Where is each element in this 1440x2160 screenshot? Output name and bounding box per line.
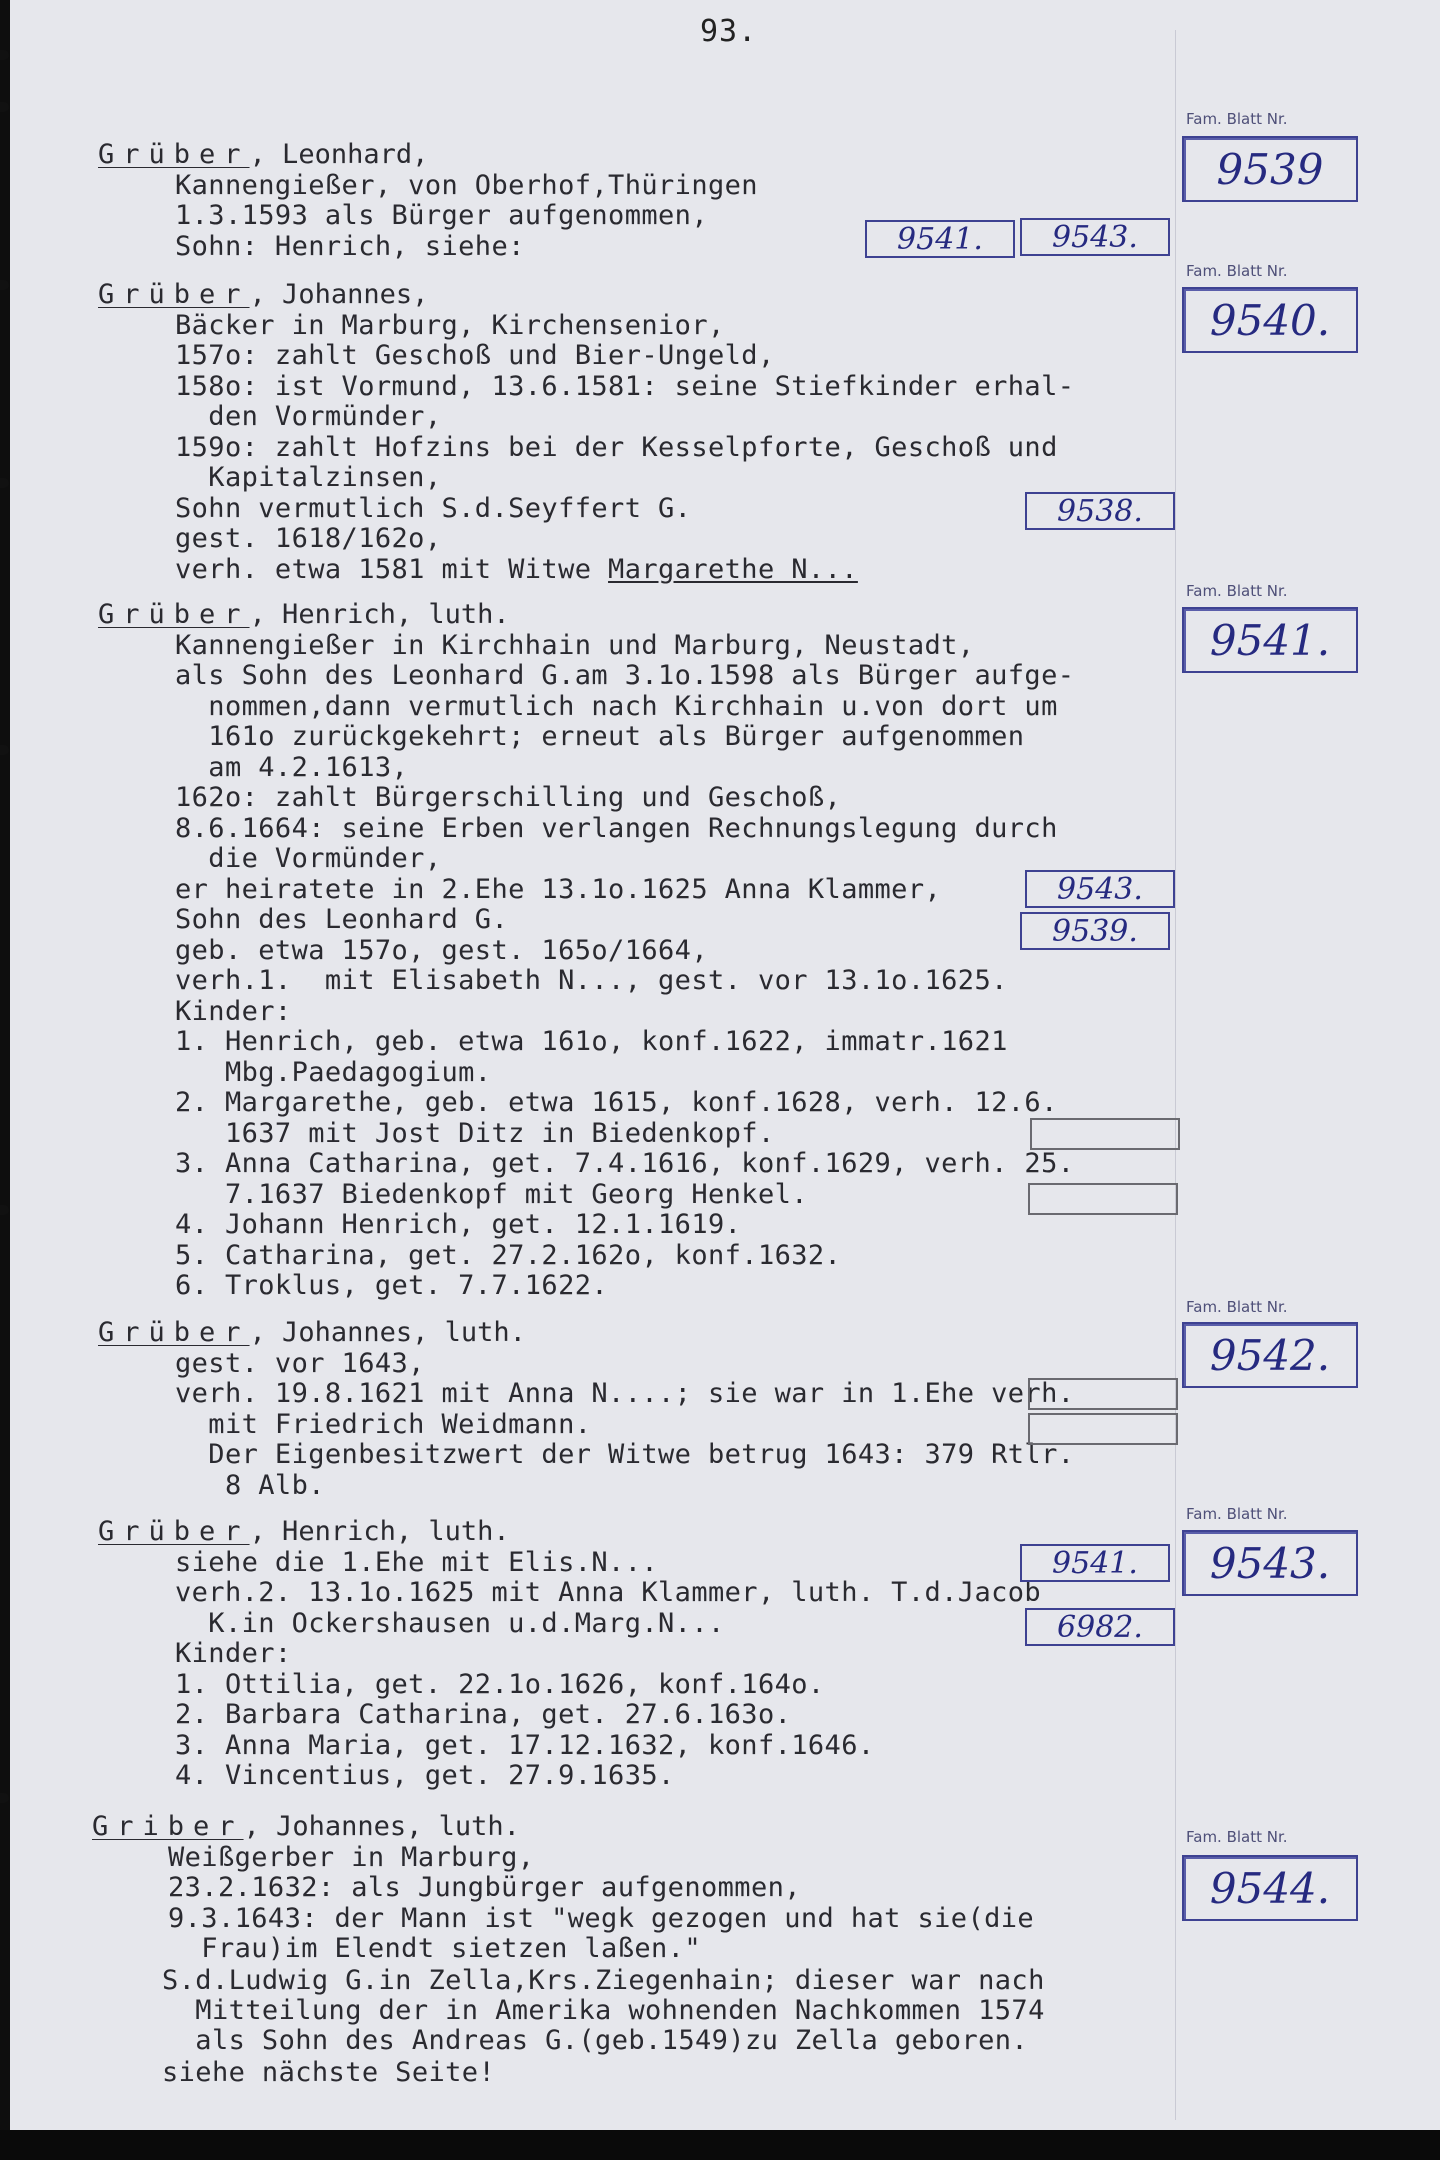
entry-heading <box>98 1318 526 1348</box>
cross-reference: 9538. <box>1025 492 1175 530</box>
entry-line: 4. Johann Henrich, get. 12.1.1619. <box>175 1209 742 1240</box>
empty-reference-box <box>1030 1118 1180 1150</box>
entry-line: 2. Margarethe, geb. etwa 1615, konf.1628, verh. 12.6. <box>175 1087 1058 1118</box>
surname: Grüber <box>98 1317 250 1348</box>
entry-line: 8 Alb. <box>175 1470 325 1501</box>
entry-line: 6. Troklus, get. 7.7.1622. <box>175 1270 609 1301</box>
entry-line: Bäcker in Marburg, Kirchensenior, <box>175 310 725 341</box>
given-name: , Johannes, luth. <box>249 1317 526 1348</box>
entry-line: Kinder: <box>175 996 292 1027</box>
spouse-name: Margarethe N... <box>608 554 858 585</box>
cross-reference: 9539. <box>1020 912 1170 950</box>
fam-blatt-label: Fam. Blatt Nr. <box>1186 1828 1288 1846</box>
entry-line: 1. Henrich, geb. etwa 161o, konf.1622, immatr.1621 <box>175 1026 1008 1057</box>
punch-hole <box>0 478 9 488</box>
entry-line: 161o zurückgekehrt; erneut als Bürger aufgenommen <box>175 721 1025 752</box>
surname: Grüber <box>98 1516 250 1547</box>
entry-line: siehe nächste Seite! <box>162 2057 496 2088</box>
entry-line: am 4.2.1613, <box>175 752 409 783</box>
given-name: , Johannes, luth. <box>243 1811 520 1842</box>
margin-rule <box>1175 30 1176 2120</box>
entry-line: Sohn des Leonhard G. <box>175 904 509 935</box>
entry-line: als Sohn des Andreas G.(geb.1549)zu Zella geboren. <box>162 2025 1029 2056</box>
surname: Grüber <box>98 599 250 630</box>
scan-border <box>0 2130 1440 2160</box>
punch-hole <box>0 1205 9 1215</box>
entry-heading <box>98 1517 510 1547</box>
entry-line: geb. etwa 157o, gest. 165o/1664, <box>175 935 708 966</box>
entry-line: verh. 19.8.1621 mit Anna N....; sie war in 1.Ehe verh. <box>175 1378 1075 1409</box>
surname: Grüber <box>98 279 250 310</box>
entry-line: Frau)im Elendt sietzen laßen." <box>168 1933 701 1964</box>
entry-line: 9.3.1643: der Mann ist "wegk gezogen und hat sie(die <box>168 1903 1035 1934</box>
given-name: , Henrich, luth. <box>249 599 510 630</box>
entry-line: 4. Vincentius, get. 27.9.1635. <box>175 1760 675 1791</box>
page-number: 93. <box>700 14 758 49</box>
entry-line: K.in Ockershausen u.d.Marg.N... <box>175 1608 725 1639</box>
surname: Grüber <box>98 139 250 170</box>
entry-line: er heiratete in 2.Ehe 13.1o.1625 Anna Klammer, <box>175 874 942 905</box>
entry-line: Der Eigenbesitzwert der Witwe betrug 1643: 379 Rtlr. <box>175 1439 1075 1470</box>
entry-line: 7.1637 Biedenkopf mit Georg Henkel. <box>175 1179 808 1210</box>
entry-line: Kapitalzinsen, <box>175 462 442 493</box>
empty-reference-box <box>1028 1183 1178 1215</box>
entry-line: Mitteilung der in Amerika wohnenden Nachkommen 1574 <box>162 1995 1045 2026</box>
entry-line: nommen,dann vermutlich nach Kirchhain u.von dort um <box>175 691 1058 722</box>
given-name: , Leonhard, <box>249 139 429 170</box>
entry-heading <box>98 600 510 630</box>
punch-hole <box>0 280 9 290</box>
punch-hole <box>0 745 9 755</box>
entry-line: 5. Catharina, get. 27.2.162o, konf.1632. <box>175 1240 842 1271</box>
fam-blatt-number: 9543. <box>1182 1530 1358 1596</box>
punch-hole <box>0 102 9 112</box>
entry-line: 1.3.1593 als Bürger aufgenommen, <box>175 200 708 231</box>
cross-reference: 9541. <box>1020 1544 1170 1582</box>
fam-blatt-number: 9544. <box>1182 1855 1358 1921</box>
entry-line: Weißgerber in Marburg, <box>168 1842 535 1873</box>
entry-line: 1637 mit Jost Ditz in Biedenkopf. <box>175 1118 775 1149</box>
entry-line-text: verh. etwa 1581 mit Witwe <box>175 554 609 585</box>
fam-blatt-label: Fam. Blatt Nr. <box>1186 262 1288 280</box>
fam-blatt-number: 9540. <box>1182 287 1358 353</box>
fam-blatt-number: 9541. <box>1182 607 1358 673</box>
empty-reference-box <box>1028 1378 1178 1410</box>
cross-reference: 9543. <box>1025 870 1175 908</box>
cross-reference: 6982. <box>1025 1608 1175 1646</box>
entry-line: Kannengießer in Kirchhain und Marburg, Neustadt, <box>175 630 975 661</box>
entry-line: S.d.Ludwig G.in Zella,Krs.Ziegenhain; dieser war nach <box>162 1965 1045 1996</box>
fam-blatt-label: Fam. Blatt Nr. <box>1186 110 1288 128</box>
surname: Griber <box>92 1811 244 1842</box>
entry-line: 8.6.1664: seine Erben verlangen Rechnungslegung durch <box>175 813 1058 844</box>
entry-heading <box>92 1812 520 1842</box>
entry-line: siehe die 1.Ehe mit Elis.N... <box>175 1547 659 1578</box>
entry-line: 3. Anna Catharina, get. 7.4.1616, konf.1629, verh. 25. <box>175 1148 1075 1179</box>
given-name: , Henrich, luth. <box>249 1516 510 1547</box>
entry-line <box>175 555 858 585</box>
entry-line: Sohn: Henrich, siehe: <box>175 231 525 262</box>
given-name: , Johannes, <box>249 279 429 310</box>
entry-line: 162o: zahlt Bürgerschilling und Geschoß, <box>175 782 842 813</box>
fam-blatt-number: 9539 <box>1182 136 1358 202</box>
punch-hole <box>0 50 9 60</box>
entry-line: gest. 1618/162o, <box>175 523 442 554</box>
entry-heading <box>98 140 428 170</box>
punch-hole <box>0 1793 9 1803</box>
entry-line: Sohn vermutlich S.d.Seyffert G. <box>175 493 692 524</box>
fam-blatt-number: 9542. <box>1182 1322 1358 1388</box>
entry-line: die Vormünder, <box>175 843 442 874</box>
fam-blatt-label: Fam. Blatt Nr. <box>1186 1505 1288 1523</box>
entry-line: 2. Barbara Catharina, get. 27.6.163o. <box>175 1699 792 1730</box>
cross-reference: 9543. <box>1020 218 1170 256</box>
entry-heading <box>98 280 428 310</box>
fam-blatt-label: Fam. Blatt Nr. <box>1186 582 1288 600</box>
entry-line: mit Friedrich Weidmann. <box>175 1409 592 1440</box>
entry-line: Kinder: <box>175 1638 292 1669</box>
entry-line: gest. vor 1643, <box>175 1348 425 1379</box>
entry-line: verh.2. 13.1o.1625 mit Anna Klammer, luth. T.d.Jacob <box>175 1577 1042 1608</box>
entry-line: Mbg.Paedagogium. <box>175 1057 492 1088</box>
entry-line: Kannengießer, von Oberhof,Thüringen <box>175 170 758 201</box>
entry-line: 3. Anna Maria, get. 17.12.1632, konf.1646. <box>175 1730 875 1761</box>
entry-line: 1. Ottilia, get. 22.1o.1626, konf.164o. <box>175 1669 825 1700</box>
document-page <box>10 0 1440 2130</box>
fam-blatt-label: Fam. Blatt Nr. <box>1186 1298 1288 1316</box>
entry-line: 23.2.1632: als Jungbürger aufgenommen, <box>168 1872 801 1903</box>
cross-reference: 9541. <box>865 220 1015 258</box>
entry-line: verh.1. mit Elisabeth N..., gest. vor 13.1o.1625. <box>175 965 1008 996</box>
entry-line: 158o: ist Vormund, 13.6.1581: seine Stiefkinder erhal- <box>175 371 1075 402</box>
entry-line: den Vormünder, <box>175 401 442 432</box>
entry-line: 157o: zahlt Geschoß und Bier-Ungeld, <box>175 340 775 371</box>
entry-line: als Sohn des Leonhard G.am 3.1o.1598 als Bürger aufge- <box>175 660 1075 691</box>
empty-reference-box <box>1028 1413 1178 1445</box>
entry-line: 159o: zahlt Hofzins bei der Kesselpforte, Geschoß und <box>175 432 1058 463</box>
